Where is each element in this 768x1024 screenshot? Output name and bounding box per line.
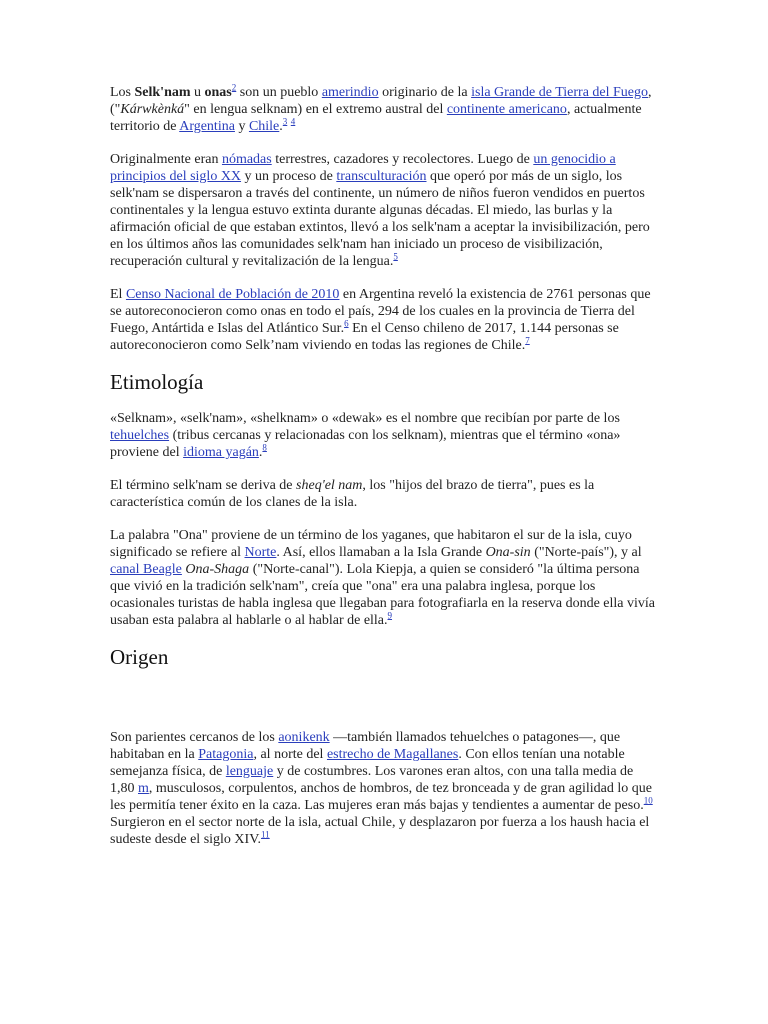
text: u — [190, 85, 205, 100]
paragraph-intro — [110, 84, 658, 135]
text: El término selk'nam se deriva de — [110, 478, 297, 493]
text: , musculosos, corpulentos, anchos de hombros, de tez bronceada y de gran agilidad lo que les permitía tener éxito en la caza. Las mujeres eran más bajas y tendientes a aumentar de peso. — [110, 781, 652, 813]
paragraph-history — [110, 151, 658, 270]
link-tehuelches[interactable]: tehuelches — [110, 428, 170, 443]
ref-link[interactable]: 10 — [643, 795, 653, 806]
ref-link[interactable]: 2 — [231, 82, 237, 93]
text: Surgieron en el sector norte de la isla, actual Chile, y desplazaron por fuerza a los haush hacia el sudeste desde el siglo XIV. — [110, 815, 650, 847]
text: terrestres, cazadores y recolectores. Luego de — [271, 152, 534, 167]
text: —también llamados tehuelches o patagones—, que habitaban en la — [110, 730, 621, 762]
term-ona-sin: Ona-sin — [485, 545, 531, 560]
term-karwkenka: Kárwkènká — [120, 102, 185, 117]
link-norte[interactable]: Norte — [244, 545, 277, 560]
ref-link[interactable]: 8 — [262, 442, 267, 453]
term-onas: onas — [204, 85, 232, 100]
paragraph-derivation — [110, 477, 658, 511]
link-estrecho-magallanes[interactable]: estrecho de Magallanes — [326, 747, 459, 762]
text: , los "hijos del brazo de tierra", pues es la característica común de los clanes de la isla. — [110, 478, 595, 510]
text: (tribus cercanas y relacionadas con los selknam), mientras que el término «ona» proviene del — [110, 428, 621, 460]
text: , (" — [110, 85, 652, 117]
link-transculturacion[interactable]: transculturación — [336, 169, 427, 184]
text: y — [234, 119, 249, 134]
link-chile[interactable]: Chile — [248, 119, 280, 134]
text: son un pueblo — [236, 85, 322, 100]
link-metro[interactable]: m — [138, 781, 149, 796]
link-censo-2010[interactable]: Censo Nacional de Población de 2010 — [125, 287, 340, 302]
paragraph-names — [110, 410, 658, 461]
link-genocidio[interactable]: un genocidio a principios del siglo XX — [110, 152, 616, 184]
text: , al norte del — [253, 747, 327, 762]
spacer — [110, 685, 658, 729]
ref-link[interactable]: 9 — [387, 610, 393, 621]
paragraph-origin — [110, 729, 658, 848]
link-idioma-yagan[interactable]: idioma yagán — [183, 445, 259, 460]
text: , actualmente territorio de — [110, 102, 642, 134]
term-sheqel-nam: sheq'el nam — [296, 478, 363, 493]
term-ona-shaga: Ona-Shaga — [185, 562, 250, 577]
heading-origen: Origen — [110, 645, 169, 669]
text: El — [110, 287, 126, 302]
text: Los — [110, 85, 135, 100]
text: «Selknam», «selk'nam», «shelknam» o «dewak» es el nombre que recibían por parte de los — [110, 411, 620, 426]
link-amerindio[interactable]: amerindio — [321, 85, 379, 100]
text: Son parientes cercanos de los — [110, 730, 279, 745]
paragraph-census — [110, 286, 658, 354]
link-canal-beagle[interactable]: canal Beagle — [110, 562, 182, 577]
text: ("Norte-país"), y al — [530, 545, 642, 560]
ref-link[interactable]: 7 — [525, 335, 530, 346]
text: originario de la — [378, 85, 472, 100]
text: que operó por más de un siglo, los selk'nam se dispersaron a través del continente, un número de niños fueron vendidos en puertos continentales y la lengua estuvo extinta durante algunas décadas. El miedo, las burlas y la afirmación oficial de que estaban extintos, llevó a los selk'nam a aceptar la invisibilización, pero en los últimos años las comunidades selk'nam han iniciado un proceso de visibilización, recuperación cultural y revitalización de la lengua. — [110, 169, 650, 269]
ref-link[interactable]: 5 — [393, 251, 398, 262]
text: . Así, ellos llamaban a la Isla Grande — [276, 545, 486, 560]
term-selknam: Selk'nam — [134, 85, 191, 100]
link-argentina[interactable]: Argentina — [179, 119, 235, 134]
ref-link[interactable]: 11 — [261, 829, 270, 840]
ref-link[interactable]: 6 — [344, 318, 349, 329]
ref-link[interactable]: 4 — [290, 116, 296, 127]
text: y de costumbres. Los varones eran altos, con una talla media de 1,80 — [110, 764, 634, 796]
link-patagonia[interactable]: Patagonia — [198, 747, 254, 762]
text: en Argentina reveló la existencia de 2761 personas que se autoreconocieron como onas en todo el país, 294 de los cuales en la provincia de Tierra del Fuego, Antártida e Islas del Atlántico Sur. — [110, 287, 651, 336]
link-continente-americano[interactable]: continente americano — [446, 102, 567, 117]
ref-link[interactable]: 3 — [282, 116, 288, 127]
text: En el Censo chileno de 2017, 1.144 personas se autoreconocieron como Selk’nam viviendo en todas las regiones de Chile. — [110, 321, 619, 353]
text: Originalmente eran — [110, 152, 222, 167]
heading-etimologia: Etimología — [110, 370, 204, 394]
text: La palabra "Ona" proviene de un término de los yaganes, que habitaron el sur de la isla, cuyo significado se refiere al — [110, 528, 632, 560]
text: y un proceso de — [241, 169, 337, 184]
link-aonikenk[interactable]: aonikenk — [278, 730, 330, 745]
link-lenguaje[interactable]: lenguaje — [225, 764, 274, 779]
article-body — [110, 84, 658, 864]
text: . — [258, 445, 263, 460]
link-nomadas[interactable]: nómadas — [221, 152, 272, 167]
text: ("Norte-canal"). Lola Kiepja, a quien se consideró "la última persona que vivió en la tradición selk'nam", creía que "ona" era una palabra inglesa, porque los ocasionales turistas de habla inglesa que llegaban para fotografiarla en la reserva donde ella vivía usaban esta palabra al hablarle o al hablar de ella. — [110, 562, 655, 628]
paragraph-ona-word — [110, 527, 658, 629]
text: . Con ellos tenían una notable semejanza física, de — [110, 747, 625, 779]
text: " en lengua selknam) en el extremo austral del — [184, 102, 447, 117]
text: . — [279, 119, 283, 134]
link-isla-grande[interactable]: isla Grande de Tierra del Fuego — [471, 85, 649, 100]
